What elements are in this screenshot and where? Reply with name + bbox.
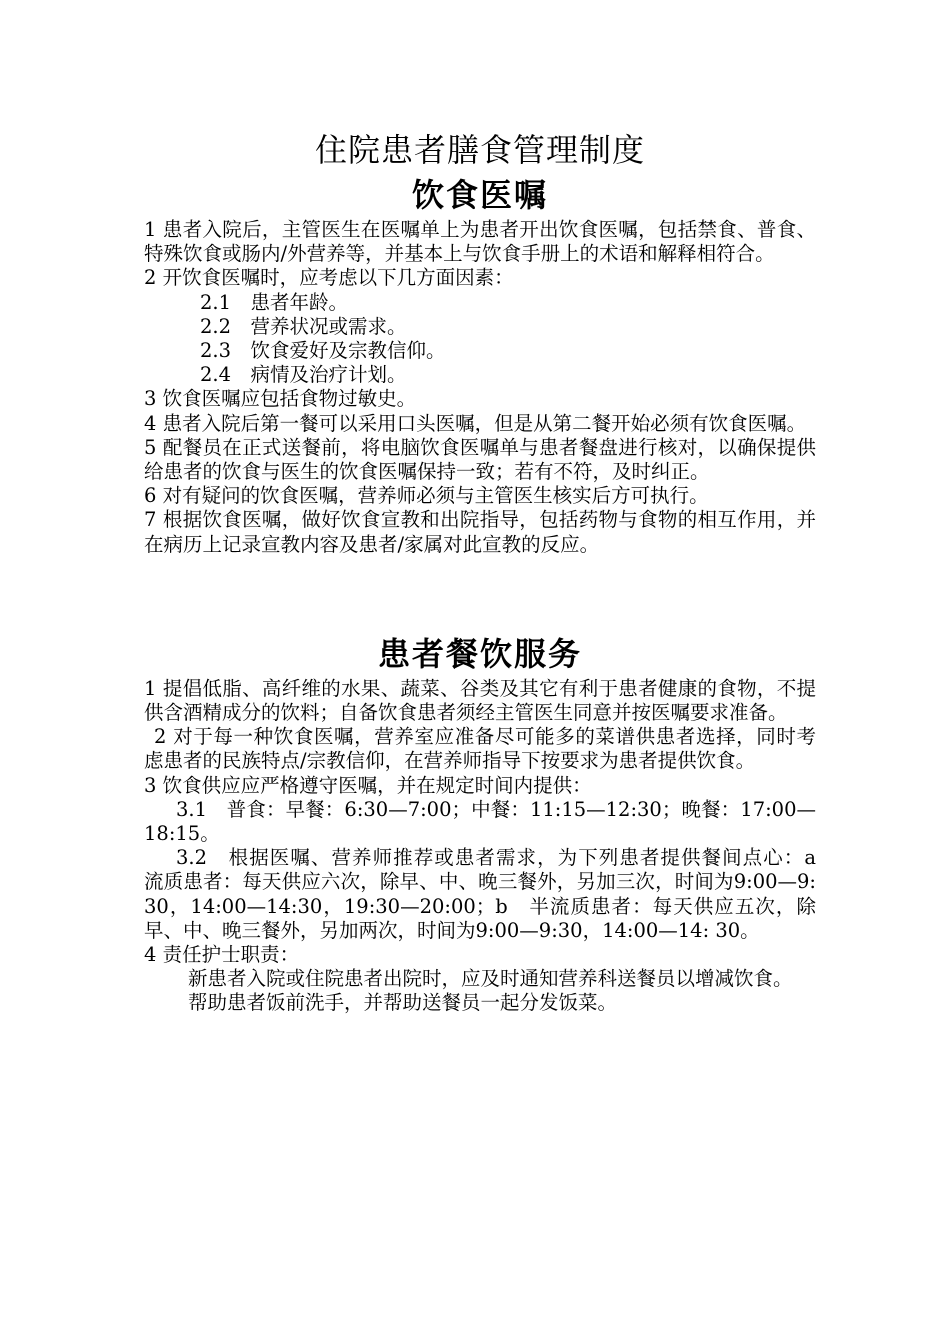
paragraph: 2 对于每一种饮食医嘱，营养室应准备尽可能多的菜谱供患者选择，同时考虑患者的民族特点/宗教信仰，在营养师指导下按要求为患者提供饮食。 <box>144 725 816 773</box>
paragraph: 2 开饮食医嘱时，应考虑以下几方面因素： <box>144 266 514 290</box>
section-title-diet-orders: 饮食医嘱 <box>411 176 548 214</box>
paragraph: 4 责任护士职责： <box>144 943 300 967</box>
paragraph: 3 饮食供应应严格遵守医嘱，并在规定时间内提供： <box>144 773 592 797</box>
paragraph: 5 配餐员在正式送餐前，将电脑饮食医嘱单与患者餐盘进行核对，以确保提供给患者的饮食与医生的饮食医嘱保持一致；若有不符，及时纠正。 <box>144 435 816 484</box>
paragraph: 3 饮食医嘱应包括食物过敏史。 <box>144 387 417 411</box>
sub-item: 2.1 患者年龄。 <box>200 290 349 314</box>
document-title: 住院患者膳食管理制度 <box>314 131 645 169</box>
sub-item: 2.4 病情及治疗计划。 <box>200 363 407 387</box>
sub-item: 2.3 饮食爱好及宗教信仰。 <box>200 339 446 363</box>
section-title-meal-service: 患者餐饮服务 <box>377 634 582 673</box>
paragraph: 4 患者入院后第一餐可以采用口头医嘱，但是从第二餐开始必须有饮食医嘱。 <box>144 411 807 435</box>
document-body <box>144 128 836 1016</box>
paragraph: 1 患者入院后，主管医生在医嘱单上为患者开出饮食医嘱，包括禁食、普食、特殊饮食或肠内/外营养等，并基本上与饮食手册上的术语和解释相符合。 <box>144 218 816 266</box>
paragraph: 6 对有疑问的饮食医嘱，营养师必须与主管医生核实后方可执行。 <box>144 484 709 508</box>
sub-item: 3.2 根据医嘱、营养师推荐或患者需求，为下列患者提供餐间点心：a 流质患者：每天供应六次，除早、中、晚三餐外，另加三次，时间为9:00—9:30，14:00—14:30，19:30—20:00；b 半流质患者：每天供应五次，除早、中、晚三餐外，另加两次，时间为9:00—9:30，14:00—14: 30。 <box>144 846 836 942</box>
sub-item: 3.1 普食：早餐：6:30—7:00；中餐：11:15—12:30；晚餐：17:00—18:15。 <box>144 797 816 846</box>
paragraph: 新患者入院或住院患者出院时，应及时通知营养科送餐员以增减饮食。 <box>188 967 793 991</box>
paragraph: 1 提倡低脂、高纤维的水果、蔬菜、谷类及其它有利于患者健康的食物，不提供含酒精成分的饮料；自备饮食患者须经主管医生同意并按医嘱要求准备。 <box>144 676 816 725</box>
paragraph: 7 根据饮食医嘱，做好饮食宣教和出院指导，包括药物与食物的相互作用，并在病历上记录宣教内容及患者/家属对此宣教的反应。 <box>144 508 816 556</box>
sub-item: 2.2 营养状况或需求。 <box>200 314 407 338</box>
paragraph: 帮助患者饭前洗手，并帮助送餐员一起分发饭菜。 <box>188 991 618 1015</box>
section-spacer <box>144 557 816 631</box>
